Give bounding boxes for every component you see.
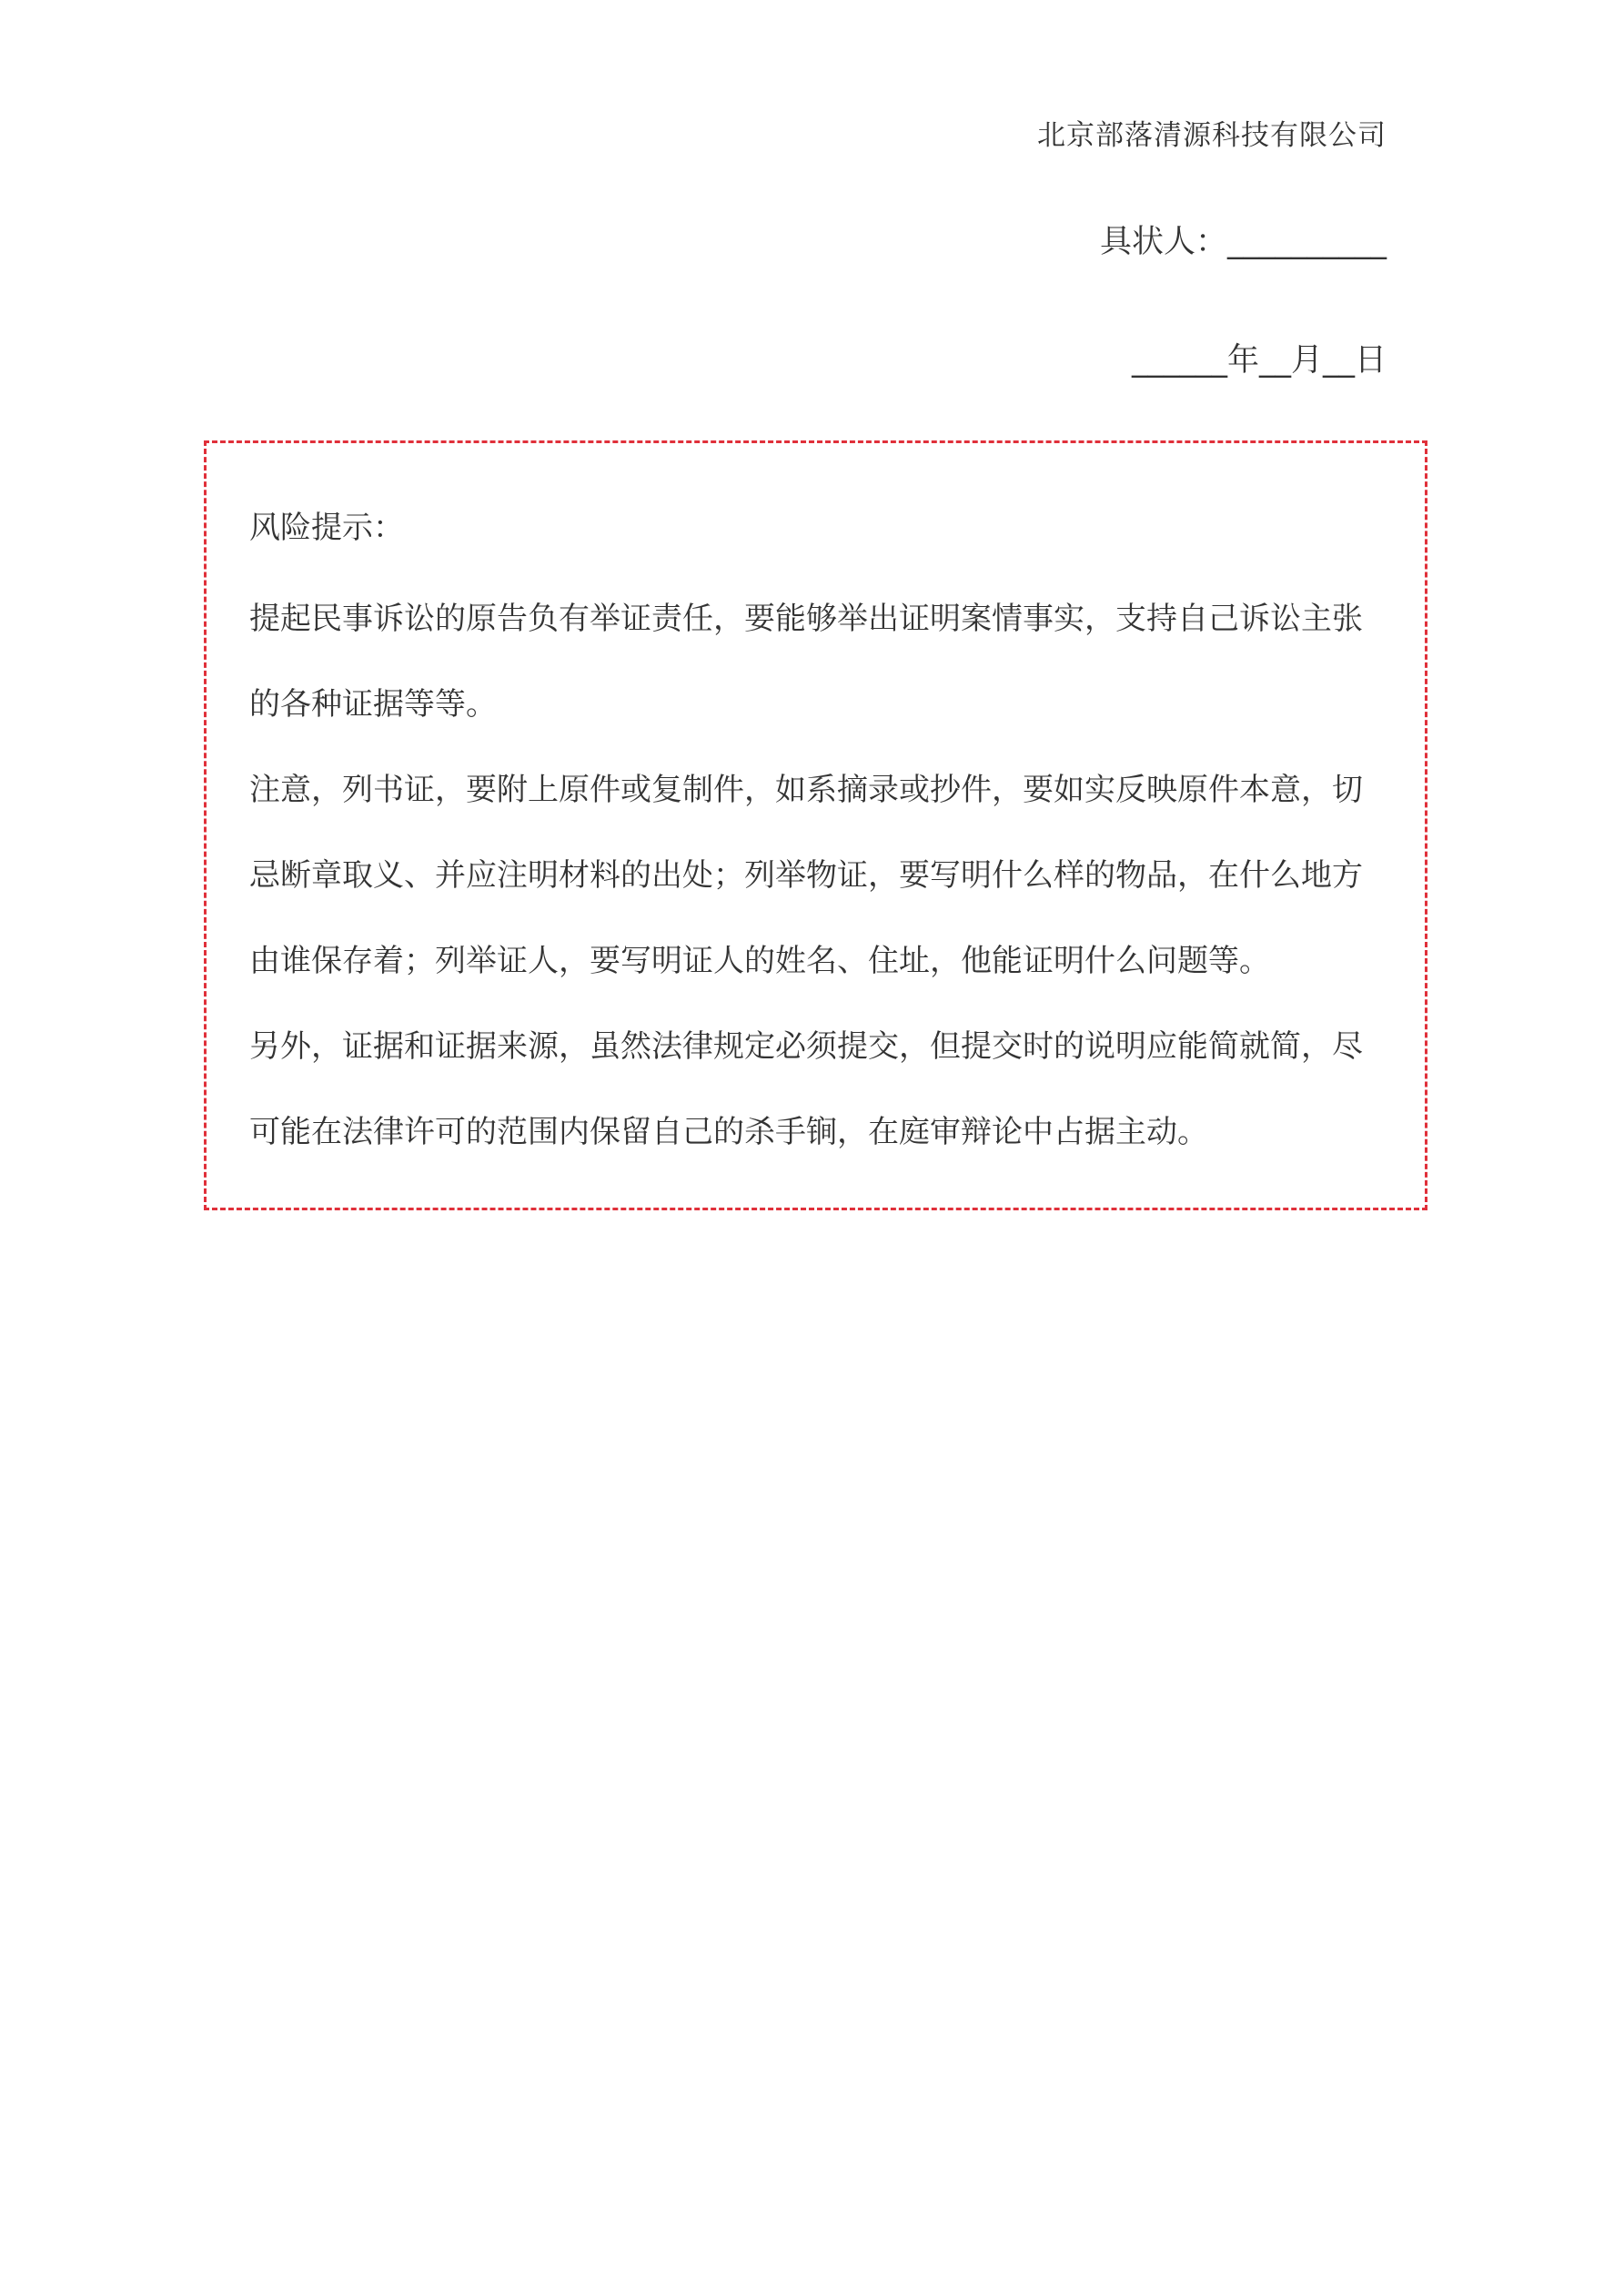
paragraph-line: 可能在法律许可的范围内保留自己的杀手锏，在庭审辩论中占据主动。 [249,1114,1208,1150]
paragraph-line: 的各种证据等等。 [249,686,497,723]
risk-paragraph-evidence-submission [249,1004,1396,1175]
paragraph-line: 注意，列书证，要附上原件或复制件，如系摘录或抄件，要如实反映原件本意，切 [249,772,1363,808]
signer-label: 具状人： [1099,224,1227,260]
paragraph-line: 忌断章取义、并应注明材料的出处；列举物证，要写明什么样的物品，在什么地方 [249,857,1363,894]
risk-paragraph-evidence-listing [249,747,1396,1004]
risk-paragraph-burden-of-proof [249,576,1396,747]
paragraph-line: 提起民事诉讼的原告负有举证责任，要能够举出证明案情事实，支持自己诉讼主张 [249,601,1363,637]
paragraph-line: 另外，证据和证据来源，虽然法律规定必须提交，但提交时的说明应能简就简，尽 [249,1028,1363,1065]
date-line: ______年__月__日 [1131,342,1387,379]
signer-blank: __________ [1227,224,1387,260]
risk-notice-box [204,440,1427,1210]
company-name: 北京部落清源科技有限公司 [1037,119,1387,152]
risk-notice-title: 风险提示： [249,510,404,546]
paragraph-line: 由谁保存着；列举证人，要写明证人的姓名、住址，他能证明什么问题等。 [249,943,1270,979]
signer-line [1100,217,1387,268]
